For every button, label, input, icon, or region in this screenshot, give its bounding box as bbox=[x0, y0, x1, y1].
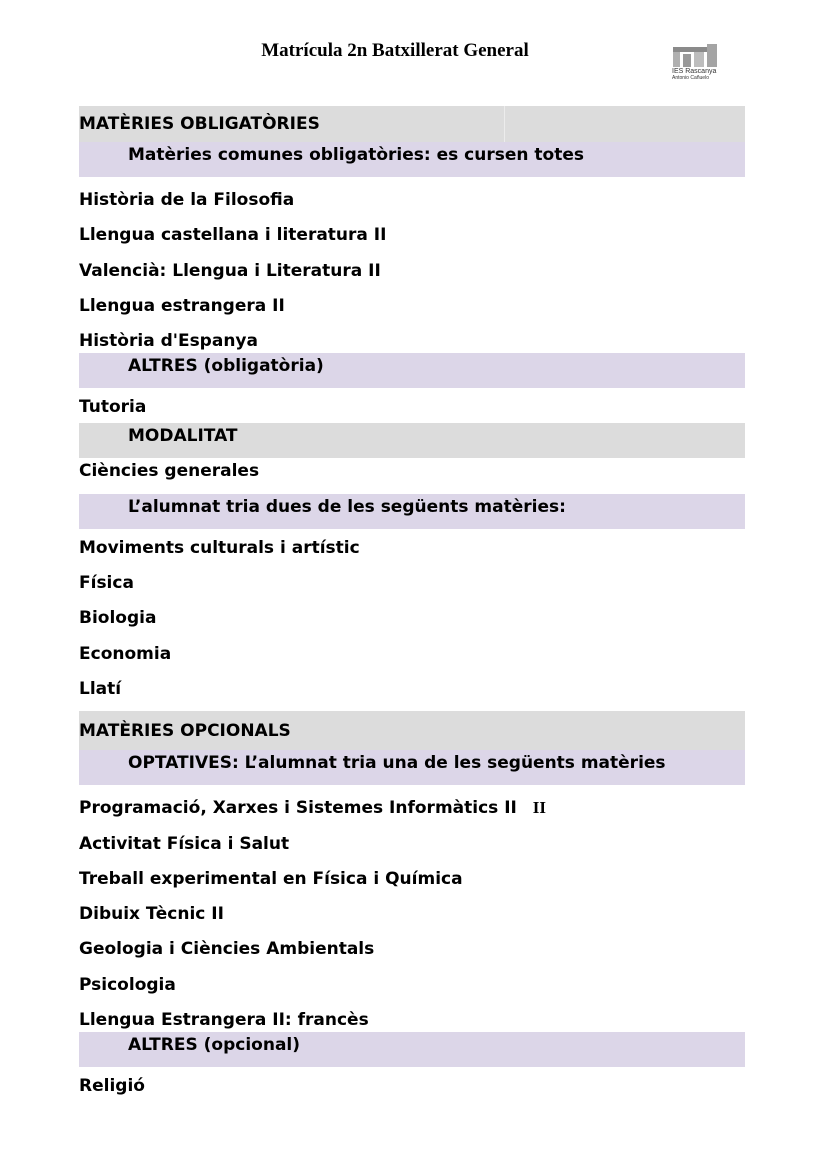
school-logo bbox=[672, 44, 720, 86]
subject-item: Història de la Filosofia bbox=[79, 190, 295, 210]
subject-item: Història d'Espanya bbox=[79, 331, 258, 352]
subject-item: Activitat Física i Salut bbox=[79, 833, 290, 854]
logo-line-2: Antonio Cañuelo bbox=[672, 75, 709, 81]
subject-item: Dibuix Tècnic II bbox=[79, 904, 224, 925]
subject-item: Llengua estrangera II bbox=[79, 295, 285, 316]
subheading-optatives: OPTATIVES: L’alumnat tria una de les següents matèries bbox=[79, 750, 745, 785]
subheading-comunes: Matèries comunes obligatòries: es cursen totes bbox=[79, 142, 745, 177]
subject-item: Geologia i Ciències Ambientals bbox=[79, 939, 375, 960]
subject-item: Valencià: Llengua i Literatura II bbox=[79, 260, 381, 281]
subject-item: Psicologia bbox=[79, 974, 176, 995]
section-obligatories bbox=[79, 106, 745, 142]
subject-table bbox=[79, 106, 745, 1102]
subject-item: Tutoria bbox=[79, 397, 147, 418]
subject-item: Llatí bbox=[79, 678, 122, 699]
subject-suffix: II bbox=[532, 798, 547, 818]
subheading-modalitat: MODALITAT bbox=[79, 423, 745, 458]
subject-item: Economia bbox=[79, 643, 172, 664]
subheading-altres-opcional: ALTRES (opcional) bbox=[79, 1032, 745, 1067]
subject-item: Moviments culturals i artístic bbox=[79, 537, 360, 558]
subject-item: Llengua Estrangera II: francès bbox=[79, 1010, 369, 1031]
section-opcionals bbox=[79, 711, 745, 750]
logo-line-1: IES Rascanya bbox=[672, 68, 717, 75]
subject-item bbox=[79, 789, 745, 824]
page-title: Matrícula 2n Batxillerat General bbox=[261, 40, 529, 61]
subject-item: Llengua castellana i literatura II bbox=[79, 225, 387, 246]
subject-item: Biologia bbox=[79, 608, 157, 629]
subheading-altres-obligatoria: ALTRES (obligatòria) bbox=[79, 353, 745, 388]
cell-divider bbox=[504, 106, 505, 142]
subject-name: Programació, Xarxes i Sistemes Informàtics II bbox=[79, 798, 517, 819]
subject-item: Religió bbox=[79, 1076, 145, 1097]
subject-item: Ciències generales bbox=[79, 461, 260, 482]
section-heading: MATÈRIES OPCIONALS bbox=[79, 721, 291, 742]
logo-building-icon bbox=[672, 44, 718, 68]
subheading-tria-dues: L’alumnat tria dues de les següents matèries: bbox=[79, 494, 745, 529]
subject-item: Treball experimental en Física i Química bbox=[79, 868, 463, 889]
subject-item: Física bbox=[79, 573, 134, 594]
section-heading: MATÈRIES OBLIGATÒRIES bbox=[79, 114, 320, 134]
